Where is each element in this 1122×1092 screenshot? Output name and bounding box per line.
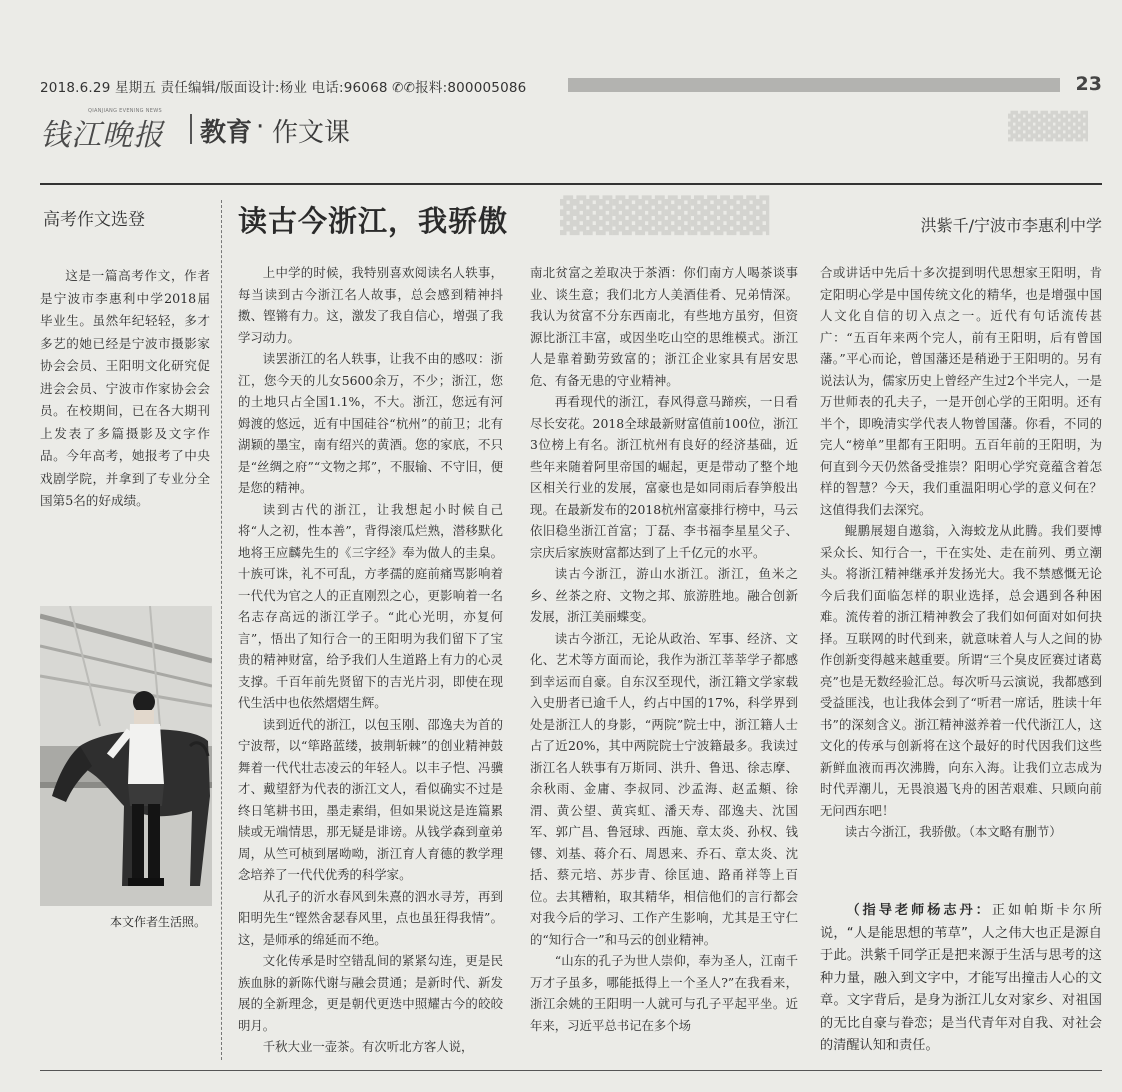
masthead: [40, 108, 460, 152]
paragraph: “山东的孔子为世人崇仰，奉为圣人，江南千万才子虽多，哪能抵得上一个圣人?”在我看来，浙江余姚的王阳明一人就可与孔子平起平坐。近年来，习近平总书记在多个场: [530, 953, 798, 1033]
paragraph: 读古今浙江，游山水浙江。浙江，鱼米之乡、丝茶之府、文物之邦、旅游胜地。融合创新发展，浙江美丽蝶变。: [530, 566, 798, 624]
teacher-comment: [820, 900, 1102, 1058]
show-through-text: ▓▓▓▓▓▓▓▓: [560, 196, 770, 236]
paragraph: 读古今浙江，无论从政治、军事、经济、文化、艺术等方面而论，我作为浙江莘莘学子都感到幸运而自豪。自东汉至现代，浙江籍文学家载入史册者已逾千人，约占中国的17%，科学界到处是浙江人的身影，“两院”院士中，浙江籍人士占了近20%，其中两院院士宁波籍最多。我读过浙江名人轶事有万斯同、洪升、鲁迅、徐志摩、余秋雨、金庸、李叔同、沙孟海、赵孟頫、徐渭、黄公望、黄宾虹、潘天寿、邵逸夫、沈国军、郭广昌、鲁冠球、西施、章太炎、孙权、钱镠、刘基、蒋介石、周恩来、乔石、章太炎、沈括、蔡元培、苏步青、徐匡迪、路甬祥等上百位。去其糟粕，取其精华，相信他们的言行都会对我今后的学习、工作产生影响，尤其是王守仁的“知行合一”和马云的创业精神。: [530, 630, 798, 947]
logo-subtitle: QIANJIANG EVENING NEWS: [88, 108, 162, 114]
teacher-comment-text: 正如帕斯卡尔所说，“人是能思想的苇草”，人之伟大也正是源自于此。洪紫千同学正是把来源于生活与思考的这种力量，融入到文字中，才能写出撞击人心的文章。文字背后，是身为浙江儿女对家乡、对祖国的无比自豪与眷恋；是当代青年对自我、对社会的清醒认知和责任。: [820, 903, 1102, 1053]
column-divider: [221, 200, 222, 1060]
paragraph: 再看现代的浙江，春风得意马蹄疾，一日看尽长安花。2018全球最新财富值前100位，浙江3位榜上有名。浙江杭州有良好的经济基础，近些年来随着阿里帝国的崛起，更是带动了整个地区相关行业的发展，富豪也是如同雨后春笋般出现。在最新发布的2018杭州富豪排行榜中，马云依旧稳坐浙江首富；丁磊、李书福李星星父子、宗庆后家族财富都达到了上千亿元的水平。: [530, 394, 798, 560]
paragraph: 千秋大业一壶茶。有次听北方客人说，: [262, 1039, 474, 1054]
author-photo: [40, 606, 212, 906]
show-through-text: ▓▓▓▓: [1008, 112, 1088, 142]
paragraph: 读古今浙江，我骄傲。（本文略有删节）: [844, 824, 1062, 839]
paragraph: 文化传承是时空错乱间的紧紧勾连，更是民族血脉的新陈代谢与融会贯通；是新时代、新发展的全新理念，更是朝代更迭中照耀古今的皎皎明月。: [238, 953, 503, 1033]
author-intro: 这是一篇高考作文，作者是宁波市李惠利中学2018届毕业生。虽然年纪轻轻，多才多艺的她已经是宁波市摄影家协会会员、王阳明文化研究促进会会员、宁波市作家协会会员。在校期间，已在各大期刊上发表了多篇摄影及文字作品。今年高考，她报考了中央戏剧学院，并拿到了专业分全国第5名的好成绩。: [40, 268, 210, 508]
newspaper-logo: 钱江晚报: [40, 118, 164, 153]
sidebar-heading: 高考作文选登: [43, 210, 145, 230]
paragraph: 读罢浙江的名人轶事，让我不由的感叹：浙江，您今天的儿女5600余万，不少；浙江，您的土地只占全国1.1%，不大。浙江，您远有河姆渡的悠远，近有中国硅谷“杭州”的前卫；北有湖颖的墨宝，南有绍兴的黄酒。您的家底，不只是“丝绸之府”“文物之邦”，不服输、不守旧，便是您的精神。: [238, 351, 503, 495]
header-rule: [40, 183, 1102, 185]
photo-caption: 本文作者生活照。: [110, 915, 207, 929]
body-column-1: [238, 262, 503, 1058]
body-column-2: [530, 262, 798, 1036]
section-dot: ·: [256, 112, 265, 142]
riding-arena-photo: [40, 606, 212, 906]
paragraph: 合或讲话中先后十多次提到明代思想家王阳明，肯定阳明心学是中国传统文化的精华，也是增强中国人文化自信的切入点之一。近代有句话流传甚广：“五百年来两个完人，前有王阳明，后有曾国藩。”平心而论，曾国藩还是稍逊于王阳明的。另有说法认为，儒家历史上曾经产生过2个半完人，一是万世师表的孔夫子，一是开创心学的王阳明。还有半个，即晚清实学代表人物曾国藩。你看，不同的完人“榜单”里都有王阳明。五百年前的王阳明，为何直到今天仍然备受推崇？阳明心学究竟蕴含着怎样的智慧？今天，我们重温阳明心学的意义何在？这值得我们去深究。: [820, 265, 1102, 517]
footer-rule: [40, 1070, 1102, 1071]
section-name: 教育: [200, 118, 253, 148]
issue-info: 2018.6.29 星期五 责任编辑/版面设计:杨业 电话:96068 ✆✆报料:800005086: [40, 80, 527, 96]
body-column-3: [820, 262, 1102, 843]
teacher-label: （指导老师杨志丹：: [846, 903, 992, 918]
paragraph: 上中学的时候，我特别喜欢阅读名人轶事，每当读到古今浙江名人故事，总会感到精神抖擞、铿锵有力。这，激发了我自信心，增强了我学习动力。: [238, 265, 503, 345]
paragraph: 读到古代的浙江，让我想起小时候自己将“人之初，性本善”，背得滚瓜烂熟，潜移默化地将王应麟先生的《三字经》奉为做人的圭臬。十族可诛，礼不可乱，方孝孺的庭前痛骂影响着一代代为官之人的正直刚烈之心，更影响着一名名志存高远的浙江学子。“此心光明，亦复何言”，悟出了知行合一的王阳明为我们留下了宝贵的精神财富，给予我们人生道路上有力的心灵支撑。千百年前先贤留下的吉光片羽，即使在现代生活中也依然熠熠生辉。: [238, 501, 503, 710]
article-byline: 洪紫千/宁波市李惠利中学: [920, 216, 1102, 235]
page-header: [40, 73, 1102, 96]
article-title: 读古今浙江，我骄傲: [238, 204, 509, 238]
paragraph: 鲲鹏展翅自遨翁，入海蛟龙从此腾。我们要博采众长、知行合一，干在实处、走在前列、勇立潮头。将浙江精神继承并发扬光大。我不禁感慨无论今后我们面临怎样的职业选择，总会遇到各种困难。流传着的浙江精神教会了我们如何面对如何抉择。互联网的时代到来，就意味着人与人之间的协作创新变得越来越重要。所谓“三个臭皮匠赛过诸葛亮”也是无数经验汇总。每次听马云演说，我都感到受益匪浅，也让我体会到了“听君一席话，胜读十年书”的深刻含义。浙江精神滋养着一代代浙江人，这文化的传承与创新将在这个最好的时代因我们这些新鲜血液而再次沸腾，向东入海。让我们立志成为时代弄潮儿，无畏浪遏飞舟的困苦艰难、只顾向前无问西东吧！: [820, 523, 1102, 818]
paragraph: 读到近代的浙江，以包玉刚、邵逸夫为首的宁波帮，以“筚路蓝缕，披荆斩棘”的创业精神鼓舞着一代代壮志凌云的年轻人。以丰子恺、冯骥才、戴望舒为代表的浙江文人，看似确实不过是终日笔耕书田，墨走素绢，但如果说这是连篇累牍或无端情思，那无疑是诽谤。从钱学森到童弟周，从竺可桢到屠呦呦，浙江育人育德的教学理念培养了一代代优秀的科学家。: [238, 716, 503, 882]
paragraph: 从孔子的沂水春风到朱熹的泗水寻芳，再到阳明先生“铿然舍瑟春风里，点也虽狂得我情”。这，是师承的绵延而不绝。: [238, 888, 503, 947]
page-number: 23: [1075, 73, 1102, 95]
header-bar: [568, 78, 1060, 92]
column-name: 作文课: [272, 118, 351, 148]
paragraph: 南北贫富之差取决于茶酒：你们南方人喝茶谈事业、谈生意；我们北方人美酒佳肴、兄弟情深。我认为贫富不分东西南北，有些地方虽穷，但资源比浙江丰富，或因坐吃山空的思维模式。浙江人是靠着勤劳致富的；浙江企业家具有居安思危、有备无患的守业精神。: [530, 265, 798, 388]
masthead-divider: [190, 114, 192, 144]
